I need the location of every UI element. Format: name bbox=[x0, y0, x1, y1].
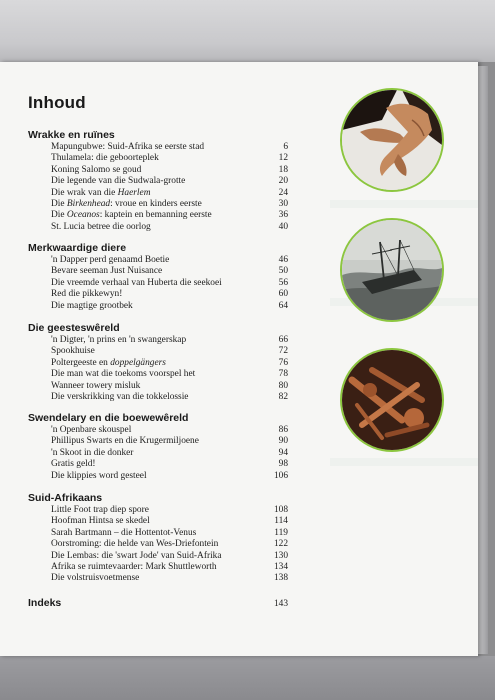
entry-title: Die vreemde verhaal van Huberta die seekoei bbox=[51, 277, 222, 288]
entry-title: Oorstroming: die helde van Wes-Driefontein bbox=[51, 539, 219, 550]
toc-entry[interactable] bbox=[51, 528, 288, 539]
shipwreck-photo-icon bbox=[340, 218, 444, 322]
entry-page: 98 bbox=[278, 459, 288, 470]
toc-entry[interactable] bbox=[51, 278, 288, 289]
entry-page: 50 bbox=[278, 266, 288, 277]
entry-page: 56 bbox=[278, 277, 288, 288]
entry-page: 114 bbox=[274, 516, 288, 527]
section-title-swendelary: Swendelary en die boewewêreld bbox=[28, 412, 189, 424]
entry-page: 6 bbox=[283, 142, 288, 152]
toc-entry[interactable] bbox=[51, 392, 288, 403]
entry-page: 134 bbox=[273, 561, 288, 572]
toc-entry[interactable] bbox=[51, 448, 288, 459]
entry-page: 66 bbox=[278, 335, 288, 345]
entry-page: 12 bbox=[278, 153, 288, 164]
entry-title: Sarah Bartmann – die Hottentot-Venus bbox=[51, 527, 197, 538]
toc-entry[interactable] bbox=[51, 369, 288, 380]
toc-entry[interactable] bbox=[51, 222, 288, 233]
entry-title: Little Foot trap diep spore bbox=[51, 505, 149, 515]
entry-title: Die man wat die toekoms voorspel het bbox=[51, 369, 196, 380]
entry-page: 76 bbox=[278, 357, 288, 368]
toc-list-diere bbox=[51, 255, 288, 312]
entry-title: Spookhuise bbox=[51, 346, 95, 357]
entry-page: 18 bbox=[278, 164, 288, 175]
entry-page: 90 bbox=[278, 436, 288, 447]
section-title-geesteswereld: Die geesteswêreld bbox=[28, 322, 120, 334]
entry-title: 'n Openbare skouspel bbox=[51, 425, 132, 435]
toc-entry-index[interactable] bbox=[28, 597, 288, 609]
toc-list-geesteswereld bbox=[51, 335, 288, 403]
entry-page: 72 bbox=[278, 346, 288, 357]
entry-title: Poltergeeste en doppelgängers bbox=[51, 357, 166, 368]
toc-list-suid-afrikaans bbox=[51, 505, 288, 585]
entry-title: Phillipus Swarts en die Krugermiljoene bbox=[51, 436, 199, 447]
entry-page: 82 bbox=[278, 391, 288, 402]
entry-title: 'n Digter, 'n prins en 'n swangerskap bbox=[51, 335, 187, 345]
entry-page: 30 bbox=[278, 198, 288, 209]
toc-entry[interactable] bbox=[51, 381, 288, 392]
index-page: 143 bbox=[273, 599, 288, 609]
toc-entry[interactable] bbox=[51, 255, 288, 266]
toc-entry[interactable] bbox=[51, 539, 288, 550]
toc-entry[interactable] bbox=[51, 188, 288, 199]
toc-entry[interactable] bbox=[51, 176, 288, 187]
entry-page: 24 bbox=[278, 187, 288, 198]
entry-title: Die Lembas: die 'swart Jode' van Suid-Afrika bbox=[51, 550, 222, 561]
toc-entry[interactable] bbox=[51, 436, 288, 447]
toc-entry[interactable] bbox=[51, 358, 288, 369]
entry-title: Red die pikkewyn! bbox=[51, 289, 123, 300]
toc-entry[interactable] bbox=[51, 346, 288, 357]
page-title: Inhoud bbox=[28, 93, 86, 112]
toc-entry[interactable] bbox=[51, 165, 288, 176]
entry-page: 86 bbox=[278, 425, 288, 435]
section-title-wrakke: Wrakke en ruïnes bbox=[28, 129, 115, 141]
entry-page: 64 bbox=[278, 300, 288, 311]
entry-page: 60 bbox=[278, 289, 288, 300]
entry-page: 80 bbox=[278, 380, 288, 391]
toc-entry[interactable] bbox=[51, 459, 288, 470]
index-label: Indeks bbox=[28, 597, 62, 609]
section-title-diere: Merkwaardige diere bbox=[28, 242, 127, 254]
toc-entry[interactable] bbox=[51, 199, 288, 210]
toc-entry[interactable] bbox=[51, 289, 288, 300]
entry-page: 46 bbox=[278, 255, 288, 265]
toc-list-wrakke bbox=[51, 142, 288, 233]
toc-entry[interactable] bbox=[51, 266, 288, 277]
entry-page: 122 bbox=[273, 539, 288, 550]
entry-title: Wanneer towery misluk bbox=[51, 380, 141, 391]
toc-entry[interactable] bbox=[51, 335, 288, 346]
hands-photo-icon bbox=[340, 88, 444, 192]
toc-entry[interactable] bbox=[51, 142, 288, 153]
toc-entry[interactable] bbox=[51, 516, 288, 527]
toc-entry[interactable] bbox=[51, 425, 288, 436]
entry-title: Die magtige grootbek bbox=[51, 300, 133, 311]
entry-title: Die verskrikking van die tokkelossie bbox=[51, 391, 189, 402]
entry-page: 40 bbox=[278, 221, 288, 232]
toc-entry[interactable] bbox=[51, 505, 288, 516]
entry-title: Mapungubwe: Suid-Afrika se eerste stad bbox=[51, 142, 205, 152]
section-title-suid-afrikaans: Suid-Afrikaans bbox=[28, 492, 103, 504]
entry-title: Hoofman Hintsa se skedel bbox=[51, 516, 150, 527]
toc-entry[interactable] bbox=[51, 153, 288, 164]
entry-page: 119 bbox=[274, 527, 288, 538]
toc-entry[interactable] bbox=[51, 210, 288, 221]
bones-photo-icon bbox=[340, 348, 444, 452]
entry-title: St. Lucia betree die oorlog bbox=[51, 221, 151, 232]
entry-title: Die volstruisvoetmense bbox=[51, 573, 140, 584]
entry-page: 20 bbox=[278, 176, 288, 187]
entry-page: 130 bbox=[273, 550, 288, 561]
entry-title: Afrika se ruimtevaarder: Mark Shuttleworth bbox=[51, 561, 217, 572]
entry-page: 106 bbox=[273, 470, 288, 481]
entry-title: Die Oceanos: kaptein en bemanning eerste bbox=[51, 210, 212, 221]
toc-list-swendelary bbox=[51, 425, 288, 482]
scan-background-top bbox=[0, 0, 495, 62]
entry-title: Gratis geld! bbox=[51, 459, 96, 470]
toc-entry[interactable] bbox=[51, 551, 288, 562]
page-edge bbox=[478, 66, 488, 654]
entry-title: Die legende van die Sudwala-grotte bbox=[51, 176, 186, 187]
scan-background-bottom bbox=[0, 656, 495, 700]
toc-entry[interactable] bbox=[51, 573, 288, 584]
entry-title: 'n Dapper perd genaamd Boetie bbox=[51, 255, 170, 265]
entry-title: 'n Skoot in die donker bbox=[51, 447, 134, 458]
entry-page: 36 bbox=[278, 210, 288, 221]
entry-page: 78 bbox=[278, 369, 288, 380]
entry-title: Die klippies word gesteel bbox=[51, 470, 147, 481]
entry-title: Bevare seeman Just Nuisance bbox=[51, 266, 163, 277]
toc-entry[interactable] bbox=[51, 301, 288, 312]
decorative-band bbox=[330, 200, 478, 208]
entry-title: Die wrak van die Haerlem bbox=[51, 187, 151, 198]
entry-title: Thulamela: die geboorteplek bbox=[51, 153, 159, 164]
entry-page: 108 bbox=[273, 505, 288, 515]
toc-entry[interactable] bbox=[51, 471, 288, 482]
entry-page: 138 bbox=[273, 573, 288, 584]
entry-title: Die Birkenhead: vroue en kinders eerste bbox=[51, 198, 202, 209]
entry-title: Koning Salomo se goud bbox=[51, 164, 142, 175]
decorative-band bbox=[330, 458, 478, 466]
toc-entry[interactable] bbox=[51, 562, 288, 573]
entry-page: 94 bbox=[278, 447, 288, 458]
